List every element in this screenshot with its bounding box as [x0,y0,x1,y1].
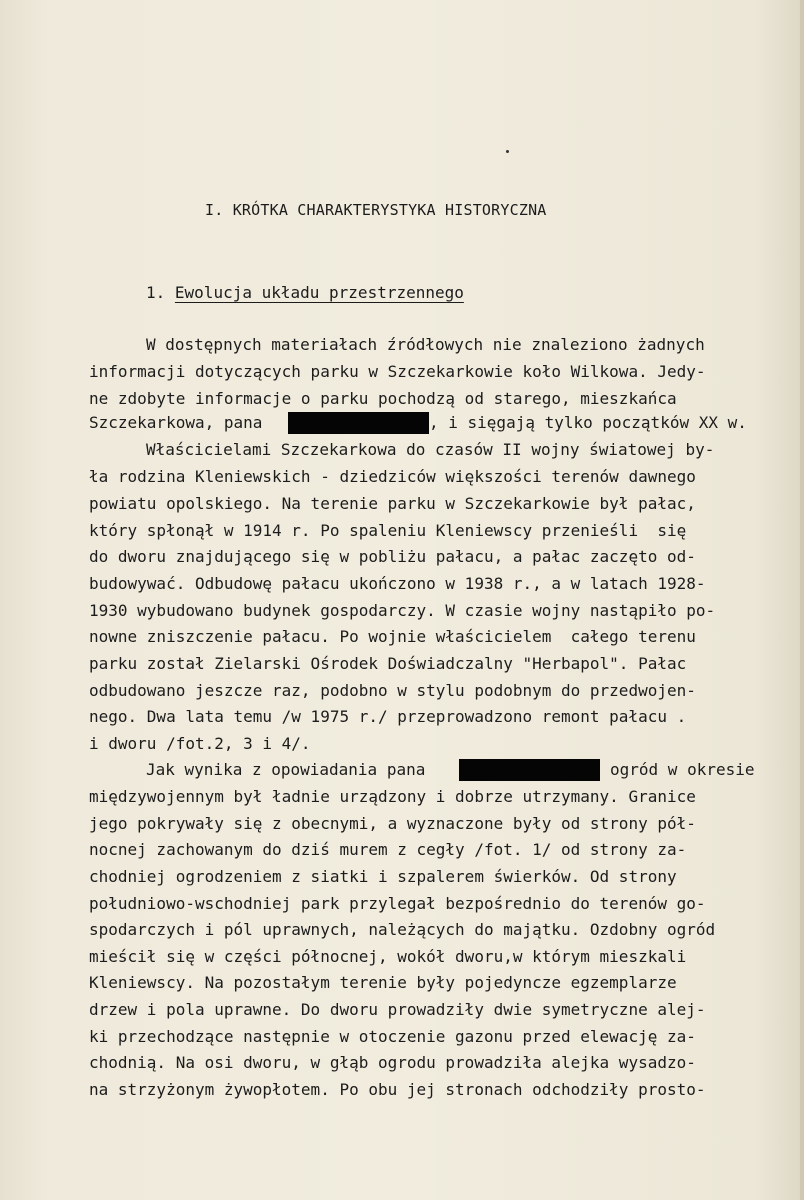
line-text: ne zdobyte informacje o parku pochodzą od starego, mieszkańca [89,389,677,408]
text-line [0,810,804,837]
subsection-heading [146,283,464,302]
text-line [0,409,804,436]
text-line [0,623,804,650]
line-text: do dworu znajdującego się w pobliżu pałacu, a pałac zaczęto od- [89,547,696,566]
line-text: budowywać. Odbudowę pałacu ukończono w 1938 r., a w latach 1928- [89,574,706,593]
line-text: 1930 wybudowano budynek gospodarczy. W czasie wojny nastąpiło po- [89,601,716,620]
subsection-number: 1. [146,283,166,302]
text-line [0,1076,804,1103]
speck-mark [506,150,509,153]
text-line [0,331,804,358]
text-line [0,385,804,412]
text-line [0,517,804,544]
text-line [0,463,804,490]
text-line [0,969,804,996]
text-line [0,490,804,517]
text-line [0,916,804,943]
line-text: ki przechodzące następnie w otoczenie gazonu przed elewację za- [89,1027,696,1046]
line-text: ła rodzina Kleniewskich - dziedziców większości terenów dawnego [89,467,696,486]
line-text: Właścicielami Szczekarkowa do czasów II wojny światowej by- [146,440,715,459]
line-text: ogród w okresie [610,760,755,779]
line-text: odbudowano jeszcze raz, podobno w stylu podobnym do przedwojen- [89,681,696,700]
text-line [0,890,804,917]
subsection-title: Ewolucja układu przestrzennego [174,283,464,302]
line-text: powiatu opolskiego. Na terenie parku w Szczekarkowie był pałac, [89,494,696,513]
line-text: parku został Zielarski Ośrodek Doświadczalny "Herbapol". Pałac [89,654,687,673]
line-text: nocnej zachowanym do dziś murem z cegły /fot. 1/ od strony za- [89,840,687,859]
redaction-bar [459,759,600,781]
line-text: spodarczych i pól uprawnych, należących do majątku. Ozdobny ogród [89,920,716,939]
text-line [0,703,804,730]
line-text: jego pokrywały się z obecnymi, a wyznaczone były od strony pół- [89,814,696,833]
text-line [0,783,804,810]
text-line [0,436,804,463]
text-line [0,943,804,970]
line-text: chodnią. Na osi dworu, w głąb ogrodu prowadziła alejka wysadzo- [89,1053,696,1072]
text-line [0,996,804,1023]
line-text: W dostępnych materiałach źródłowych nie znaleziono żadnych [146,335,705,354]
line-text: informacji dotyczących parku w Szczekarkowie koło Wilkowa. Jedy- [89,362,706,381]
text-line [0,543,804,570]
line-text: , i sięgają tylko początków XX w. [429,413,747,432]
text-line [0,677,804,704]
section-title: I. KRÓTKA CHARAKTERYSTYKA HISTORYCZNA [205,201,547,219]
line-text: który spłonął w 1914 r. Po spaleniu Kleniewscy przenieśli się [89,521,687,540]
text-line [0,1023,804,1050]
text-line [0,650,804,677]
text-line [0,358,804,385]
line-text: mieścił się w części północnej, wokół dworu,w którym mieszkali [89,947,687,966]
text-line [0,1049,804,1076]
line-text: i dworu /fot.2, 3 i 4/. [89,734,311,753]
line-text: międzywojennym był ładnie urządzony i dobrze utrzymany. Granice [89,787,696,806]
line-text: drzew i pola uprawne. Do dworu prowadziły dwie symetryczne alej- [89,1000,706,1019]
text-line [0,863,804,890]
line-text: Kleniewscy. Na pozostałym terenie były pojedyncze egzemplarze [89,973,677,992]
text-line [0,730,804,757]
text-line [0,756,804,783]
line-text: Szczekarkowa, pana [89,413,263,432]
redaction-bar [288,412,429,434]
text-line [0,836,804,863]
line-text: chodniej ogrodzeniem z siatki i szpalerem świerków. Od strony [89,867,677,886]
line-text: nego. Dwa lata temu /w 1975 r./ przeprowadzono remont pałacu . [89,707,687,726]
line-text: nowne zniszczenie pałacu. Po wojnie właścicielem całego terenu [89,627,696,646]
line-text: południowo-wschodniej park przylegał bezpośrednio do terenów go- [89,894,706,913]
text-line [0,597,804,624]
text-line [0,570,804,597]
line-text: na strzyżonym żywopłotem. Po obu jej stronach odchodziły prosto- [89,1080,706,1099]
line-text: Jak wynika z opowiadania pana [146,760,426,779]
